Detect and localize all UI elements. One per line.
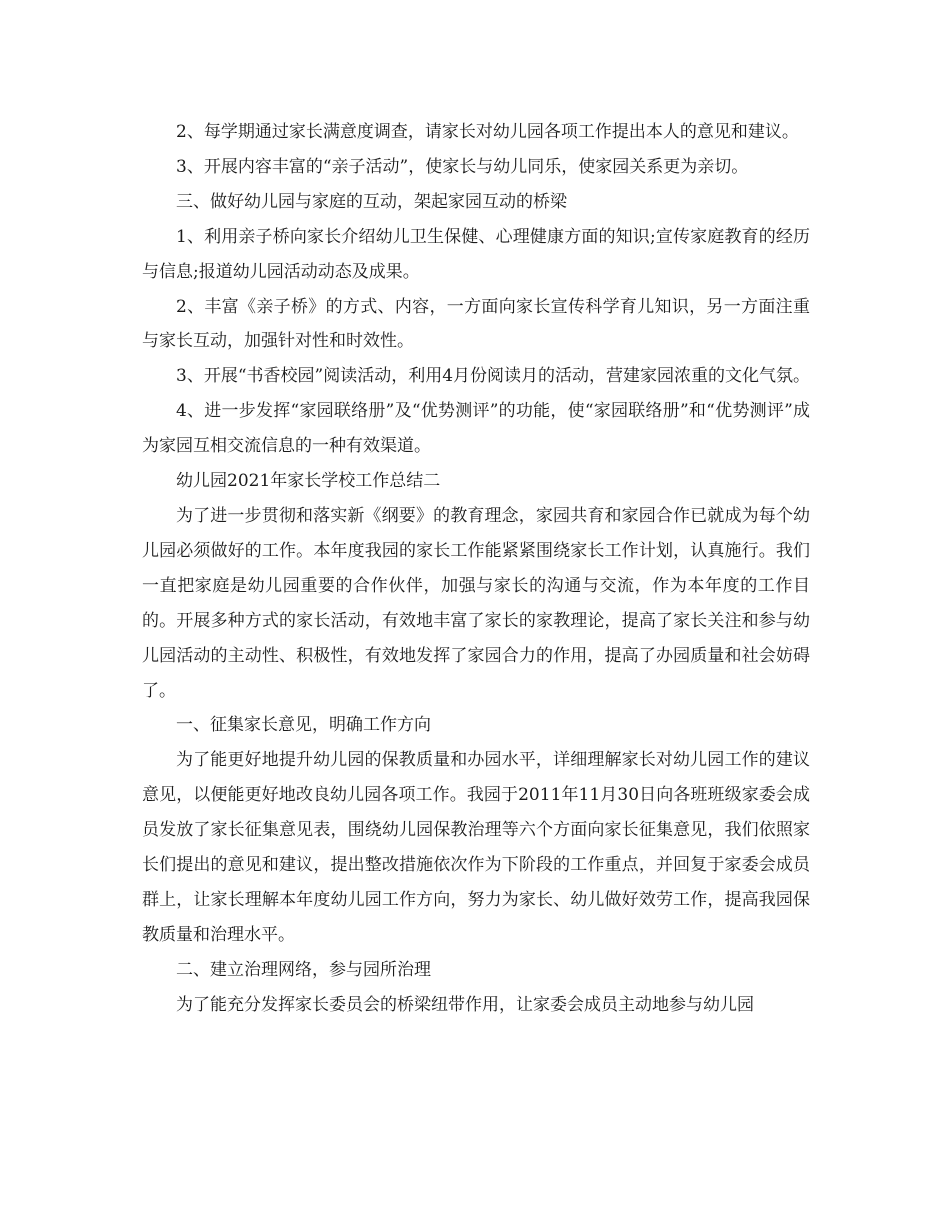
paragraph-summary-intro: 为了进一步贯彻和落实新《纲要》的教育理念，家园共育和家园合作已就成为每个幼儿园必须做好的工作。本年度我园的家长工作能紧紧围绕家长工作计划，认真施行。我们一直把家庭是幼儿园重要的合作伙伴，加强与家长的沟通与交流，作为本年度的工作目的。开展多种方式的家长活动，有效地丰富了家长的家教理论，提高了家长关注和参与幼儿园活动的主动性、积极性，有效地发挥了家园合力的作用，提高了办园质量和社会妨碍了。 [142,505,810,701]
paragraph-reading-activity: 3、开展“书香校园”阅读活动，利用4月份阅读月的活动，营建家园浓重的文化气氛。 [176,366,811,387]
paragraph-parent-bridge-enrich: 2、丰富《亲子桥》的方式、内容，一方面向家长宣传科学育儿知识，另一方面注重与家长互动，加强针对性和时效性。 [142,296,810,352]
section-heading-home-school-interaction: 三、做好幼儿园与家庭的互动，架起家园互动的桥梁 [176,191,567,212]
paragraph-parent-child-activities: 3、开展内容丰富的“亲子活动”，使家长与幼儿同乐，使家园关系更为亲切。 [176,156,749,177]
document-body [142,115,810,1023]
section-heading-management-network: 二、建立治理网络，参与园所治理 [176,959,431,980]
paragraph-contact-book: 4、进一步发挥“家园联络册”及“优势测评”的功能，使“家园联络册”和“优势测评”成为家园互相交流信息的一种有效渠道。 [142,401,810,457]
paragraph-management-network: 为了能充分发挥家长委员会的桥梁纽带作用，让家委会成员主动地参与幼儿园 [176,994,754,1015]
paragraph-satisfaction-survey: 2、每学期通过家长满意度调查，请家长对幼儿园各项工作提出本人的意见和建议。 [176,122,799,142]
paragraph-parent-bridge-intro: 1、利用亲子桥向家长介绍幼儿卫生保健、心理健康方面的知识;宣传家庭教育的经历与信息;报道幼儿园活动动态及成果。 [142,226,810,282]
paragraph-collect-opinions: 为了能更好地提升幼儿园的保教质量和办园水平，详细理解家长对幼儿园工作的建议意见，以便能更好地改良幼儿园各项工作。我园于2011年11月30日向各班班级家委会成员发放了家长征集意见表，围绕幼儿园保教治理等六个方面向家长征集意见，我们依照家长们提出的意见和建议，提出整改措施依次作为下阶段的工作重点，并回复于家委会成员群上，让家长理解本年度幼儿园工作方向，努力为家长、幼儿做好效劳工作，提高我园保教质量和治理水平。 [142,750,810,945]
section-title-summary-two: 幼儿园2021年家长学校工作总结二 [176,471,441,492]
section-heading-collect-opinions: 一、征集家长意见，明确工作方向 [176,715,431,736]
